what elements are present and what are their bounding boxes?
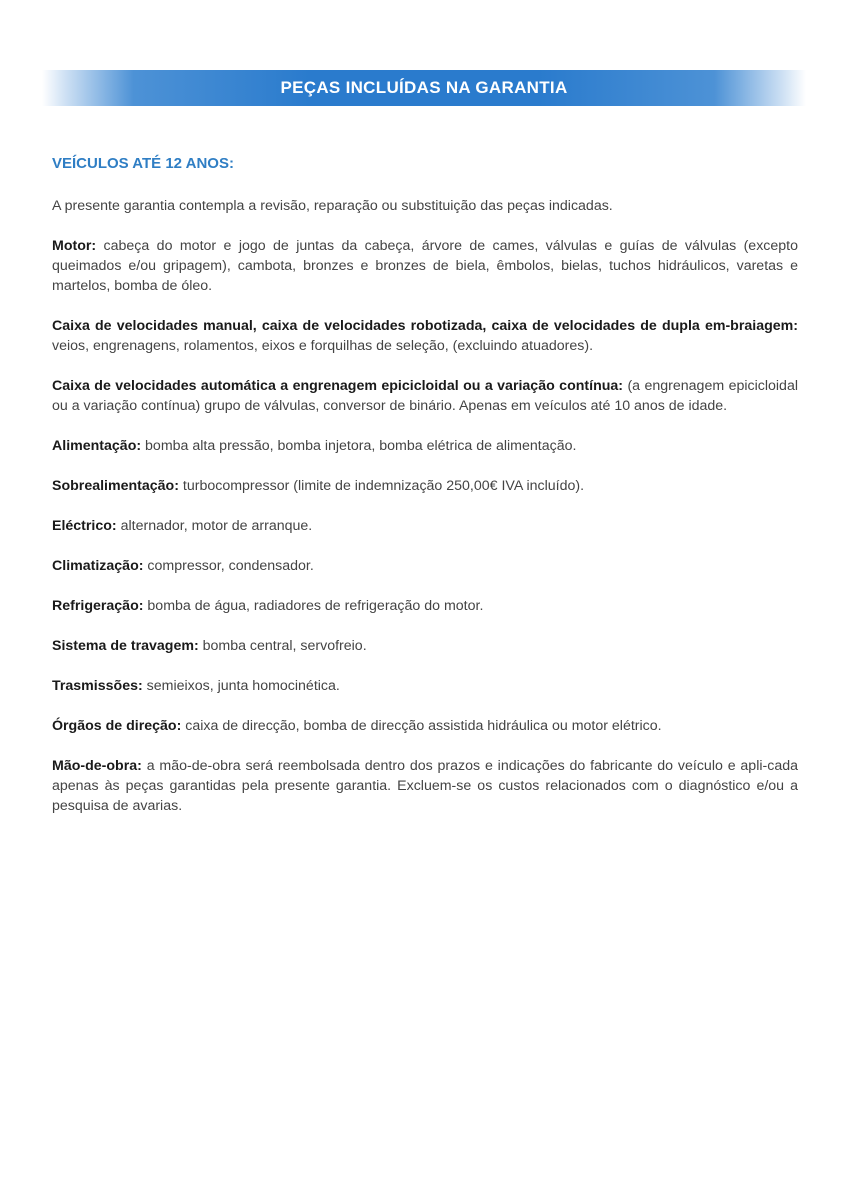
item-text: semieixos, junta homocinética. [142, 678, 340, 694]
coverage-item-labour [52, 756, 798, 816]
item-text: bomba alta pressão, bomba injetora, bomba elétrica de alimentação. [141, 438, 577, 454]
intro-paragraph: A presente garantia contempla a revisão, reparação ou substituição das peças indicadas. [52, 198, 613, 214]
item-text: alternador, motor de arranque. [116, 518, 313, 534]
coverage-item-brakes [52, 636, 798, 656]
coverage-item-cooling [52, 596, 798, 616]
item-text: cabeça do motor e jogo de juntas da cabeça, árvore de cames, válvulas e guías de válvulas (excepto queimados e/ou gripagem), cambota, bronzes e bronzes de biela, êmbolos, bielas, tuchos hidráulicos, varetas e martelos, bomba de óleo. [52, 238, 798, 294]
item-label: Caixa de velocidades automática a engrenagem epicicloidal ou a variação contínua: [52, 378, 624, 394]
item-label: Trasmissões: [52, 678, 143, 694]
item-text: (a engrenagem epicicloidal ou a variação contínua) grupo de válvulas, conversor de binário. Apenas em veículos até 10 anos de idade. [52, 378, 798, 414]
item-label: Eléctrico: [52, 518, 117, 534]
coverage-item-electrical [52, 516, 798, 536]
item-label: Sobrealimentação: [52, 478, 179, 494]
coverage-item-manual-gearbox [52, 316, 798, 356]
item-label: Órgãos de direção: [52, 718, 182, 734]
coverage-item-fuel-supply [52, 436, 798, 456]
coverage-item-turbo [52, 476, 798, 496]
item-text: veios, engrenagens, rolamentos, eixos e forquilhas de seleção, (excluindo atuadores). [52, 338, 594, 354]
page-title: PEÇAS INCLUÍDAS NA GARANTIA [280, 78, 568, 97]
item-text: bomba de água, radiadores de refrigeração do motor. [143, 598, 484, 614]
document-body [52, 154, 798, 836]
item-label: Alimentação: [52, 438, 142, 454]
item-label: Refrigeração: [52, 598, 144, 614]
item-label: Motor: [52, 238, 97, 254]
coverage-item-steering [52, 716, 798, 736]
item-text: turbocompressor (limite de indemnização 250,00€ IVA incluído). [178, 478, 585, 494]
item-text: a mão-de-obra será reembolsada dentro dos prazos e indicações do fabricante do veículo e apli-cada apenas às peças garantidas pela presente garantia. Excluem-se os custos relacionados com o diagnóstico e/ou a pesquisa de avarias. [52, 758, 798, 814]
item-text: compressor, condensador. [143, 558, 314, 574]
item-label: Mão-de-obra: [52, 758, 142, 774]
coverage-item-climate [52, 556, 798, 576]
item-text: bomba central, servofreio. [198, 638, 367, 654]
section-heading: VEÍCULOS ATÉ 12 ANOS: [52, 155, 234, 172]
item-label: Caixa de velocidades manual, caixa de velocidades robotizada, caixa de velocidades de dupla em-braiagem: [52, 318, 798, 334]
coverage-item-automatic-gearbox [52, 376, 798, 416]
coverage-item-motor [52, 236, 798, 296]
item-label: Climatização: [52, 558, 144, 574]
title-banner [42, 70, 806, 106]
item-label: Sistema de travagem: [52, 638, 199, 654]
item-text: caixa de direcção, bomba de direcção assistida hidráulica ou motor elétrico. [181, 718, 662, 734]
coverage-item-transmissions [52, 676, 798, 696]
